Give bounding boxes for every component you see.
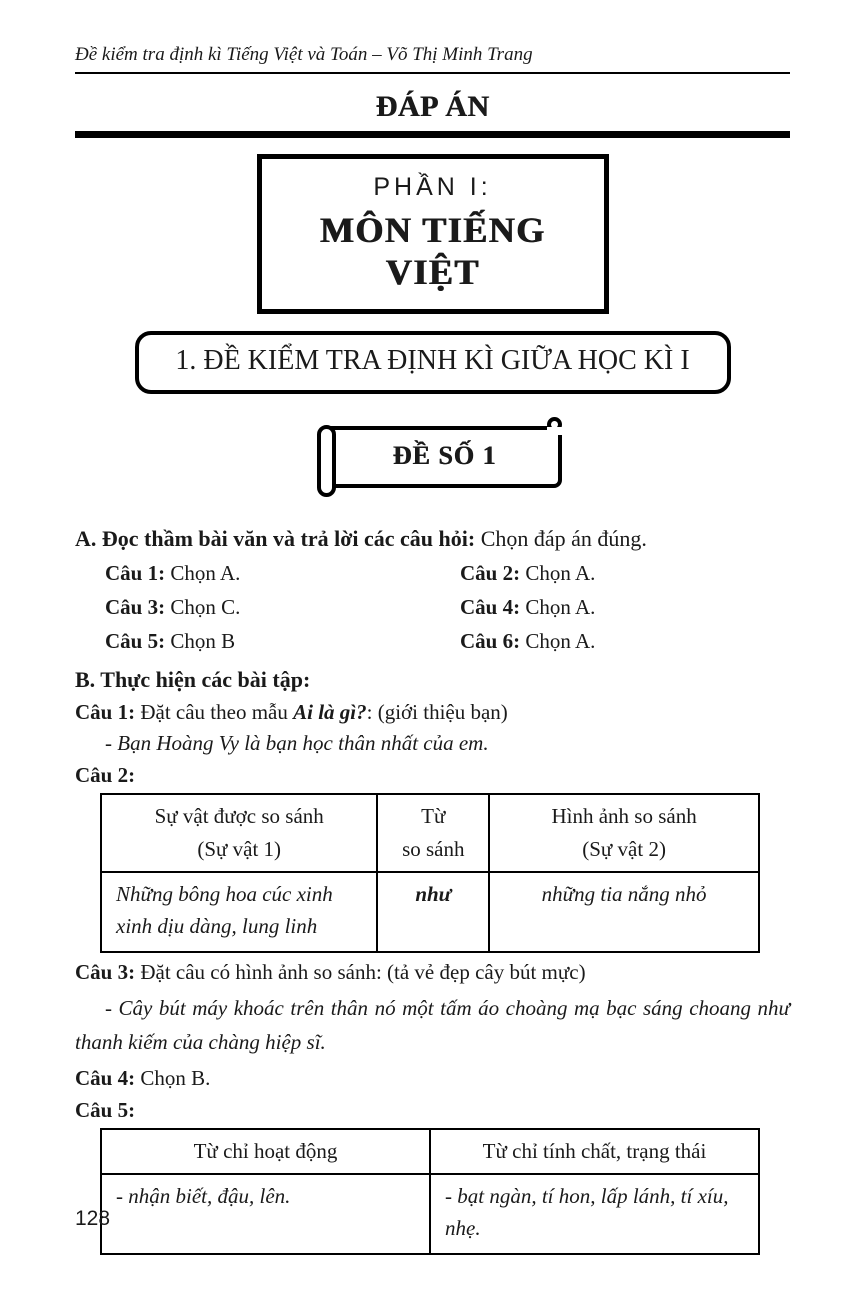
question-4-value: Chọn B. [140, 1066, 211, 1091]
answer-item [105, 629, 460, 654]
cell-compare-word: như [377, 872, 489, 952]
header-cell-subject1 [101, 794, 377, 872]
header-cell-state-words [430, 1129, 759, 1174]
answer-label: Câu 5: [105, 629, 166, 653]
answer-value: Chọn A. [525, 561, 596, 585]
table-header-row [101, 794, 759, 872]
exam-number-banner [328, 426, 562, 488]
question-3-label: Câu 3: [75, 960, 136, 984]
header-cell-subject2 [489, 794, 759, 872]
section-a-heading-bold: A. Đọc thầm bài văn và trả lời các câu hỏi: [75, 526, 476, 551]
section-a-heading [75, 526, 790, 552]
question-5-label: Câu 5: [75, 1098, 136, 1123]
answer-item [460, 629, 790, 654]
question-1-line [75, 700, 790, 725]
answer-value: Chọn A. [170, 561, 241, 585]
page-title: ĐÁP ÁN [375, 90, 490, 123]
question-2-label: Câu 2: [75, 763, 136, 787]
answer-item [460, 595, 790, 620]
page-number: 128 [75, 1207, 111, 1230]
answer-label: Câu 2: [460, 561, 521, 585]
cell-action-words: - nhận biết, đậu, lên. [101, 1174, 430, 1254]
question-3-line [75, 960, 790, 985]
header-line: (Sự vật 2) [582, 837, 666, 861]
question-1-text-after: : (giới thiệu bạn) [366, 700, 508, 724]
double-rule [75, 131, 790, 138]
answer-value: Chọn C. [170, 595, 241, 619]
answer-value: Chọn B [170, 629, 236, 653]
header-line: Sự vật được so sánh [154, 804, 324, 828]
answer-label: Câu 3: [105, 595, 166, 619]
header-line: Từ chỉ tính chất, trạng thái [482, 1139, 707, 1164]
scroll-roll-icon [317, 425, 336, 497]
part-label: PHẦN I: [373, 173, 492, 201]
answer-label: Câu 4: [460, 595, 521, 619]
answer-value: Chọn A. [525, 629, 596, 653]
answer-label: Câu 1: [105, 561, 166, 585]
cell-subject1: Những bông hoa cúc xinh xinh dịu dàng, lung linh [101, 872, 377, 952]
header-cell-compare-word [377, 794, 489, 872]
header-line: Từ chỉ hoạt động [193, 1139, 338, 1164]
running-header: Đề kiểm tra định kì Tiếng Việt và Toán – Võ Thị Minh Trang [75, 44, 790, 74]
question-1-text: Đặt câu theo mẫu [140, 700, 288, 724]
question-1-label: Câu 1: [75, 700, 136, 724]
scroll-curl-icon [547, 417, 562, 432]
question-1-pattern: Ai là gì? [293, 700, 367, 724]
comparison-table [100, 793, 760, 953]
section-title-box: 1. ĐỀ KIỂM TRA ĐỊNH KÌ GIỮA HỌC KÌ I [135, 331, 731, 394]
answer-item [105, 561, 460, 586]
header-line: Hình ảnh so sánh [551, 804, 697, 828]
answer-item [105, 595, 460, 620]
section-a-heading-rest: Chọn đáp án đúng. [480, 526, 647, 551]
exam-number-label: ĐỀ SỐ 1 [392, 441, 497, 470]
part-box [257, 154, 609, 314]
answer-value: Chọn A. [525, 595, 596, 619]
question-3-answer: - Cây bút máy khoác trên thân nó một tấm áo choàng mạ bạc sáng choang như thanh kiếm của chàng hiệp sĩ. [75, 996, 790, 1055]
header-line: Từ [421, 804, 446, 828]
cell-state-words: - bạt ngàn, tí hon, lấp lánh, tí xíu, nhẹ. [430, 1174, 759, 1254]
question-4-label: Câu 4: [75, 1066, 136, 1091]
question-1-answer: - Bạn Hoàng Vy là bạn học thân nhất của em. [105, 731, 489, 755]
question-4-line [75, 1066, 790, 1091]
header-cell-action-words [101, 1129, 430, 1174]
table-row [101, 872, 759, 952]
section-a-answers [75, 561, 790, 654]
table-row [101, 1174, 759, 1254]
header-line: so sánh [402, 837, 465, 861]
table-header-row [101, 1129, 759, 1174]
header-line: (Sự vật 1) [197, 837, 282, 861]
part-title: MÔN TIẾNG VIỆT [319, 210, 546, 292]
word-types-table [100, 1128, 760, 1255]
answer-label: Câu 6: [460, 629, 521, 653]
cell-subject2: những tia nắng nhỏ [489, 872, 759, 952]
answer-item [460, 561, 790, 586]
question-3-text: Đặt câu có hình ảnh so sánh: (tả vẻ đẹp cây bút mực) [140, 960, 586, 984]
section-b-heading: B. Thực hiện các bài tập: [75, 667, 311, 692]
